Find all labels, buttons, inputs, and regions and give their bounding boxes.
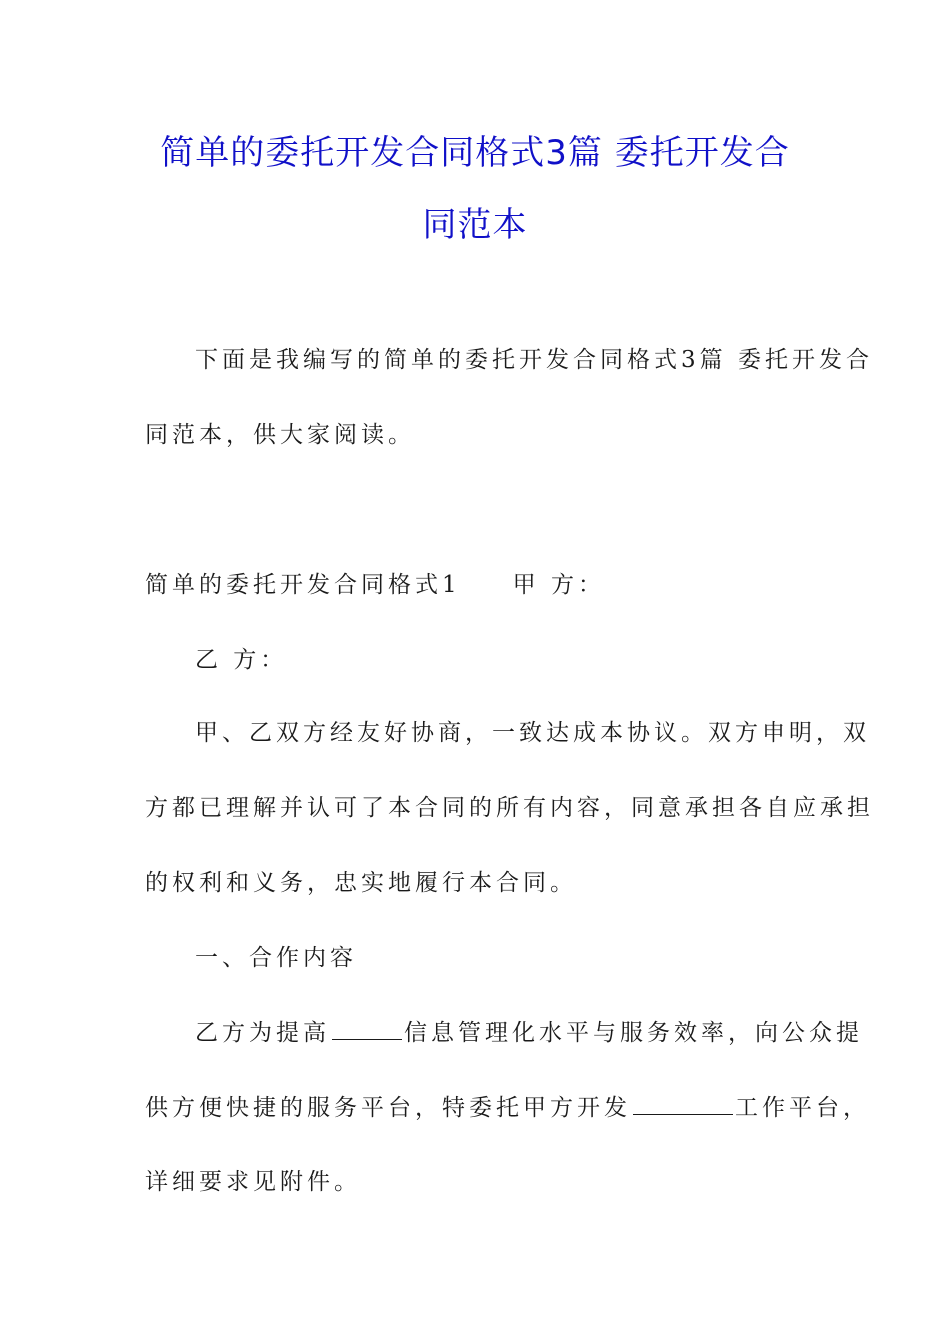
para2-line-2-start: 供方便快捷的服务平台，特委托甲方开发: [145, 1095, 631, 1121]
fill-in-blank: [332, 1017, 402, 1040]
para2-line-3: 详细要求见附件。: [145, 1169, 361, 1195]
intro-line-1: 下面是我编写的简单的委托开发合同格式3篇 委托开发合: [195, 347, 873, 373]
para2-line-1-start: 乙方为提高: [195, 1020, 330, 1046]
para1-line-2: 方都已理解并认可了本合同的所有内容，同意承担各自应承担: [145, 795, 874, 821]
para2-line-2: [145, 1092, 870, 1123]
para2-line-1: [195, 1017, 863, 1048]
intro-line-2: 同范本，供大家阅读。: [145, 422, 415, 448]
fill-in-blank: [633, 1092, 733, 1115]
party-a-label: 甲 方：: [512, 572, 605, 598]
clause-1-heading: 一、合作内容: [195, 945, 357, 971]
party-b-label: 乙 方：: [195, 647, 288, 673]
section-1-heading-line: [145, 570, 605, 600]
section-1-heading: 简单的委托开发合同格式1: [145, 572, 461, 598]
para2-line-1-end: 信息管理化水平与服务效率，向公众提: [404, 1020, 863, 1046]
document-title-line-1: 简单的委托开发合同格式3篇 委托开发合: [160, 133, 790, 173]
document-title-line-2: 同范本: [422, 205, 528, 245]
para1-line-3: 的权利和义务，忠实地履行本合同。: [145, 870, 577, 896]
para2-line-2-end: 工作平台，: [735, 1095, 870, 1121]
para1-line-1: 甲、乙双方经友好协商，一致达成本协议。双方申明，双: [195, 720, 870, 746]
